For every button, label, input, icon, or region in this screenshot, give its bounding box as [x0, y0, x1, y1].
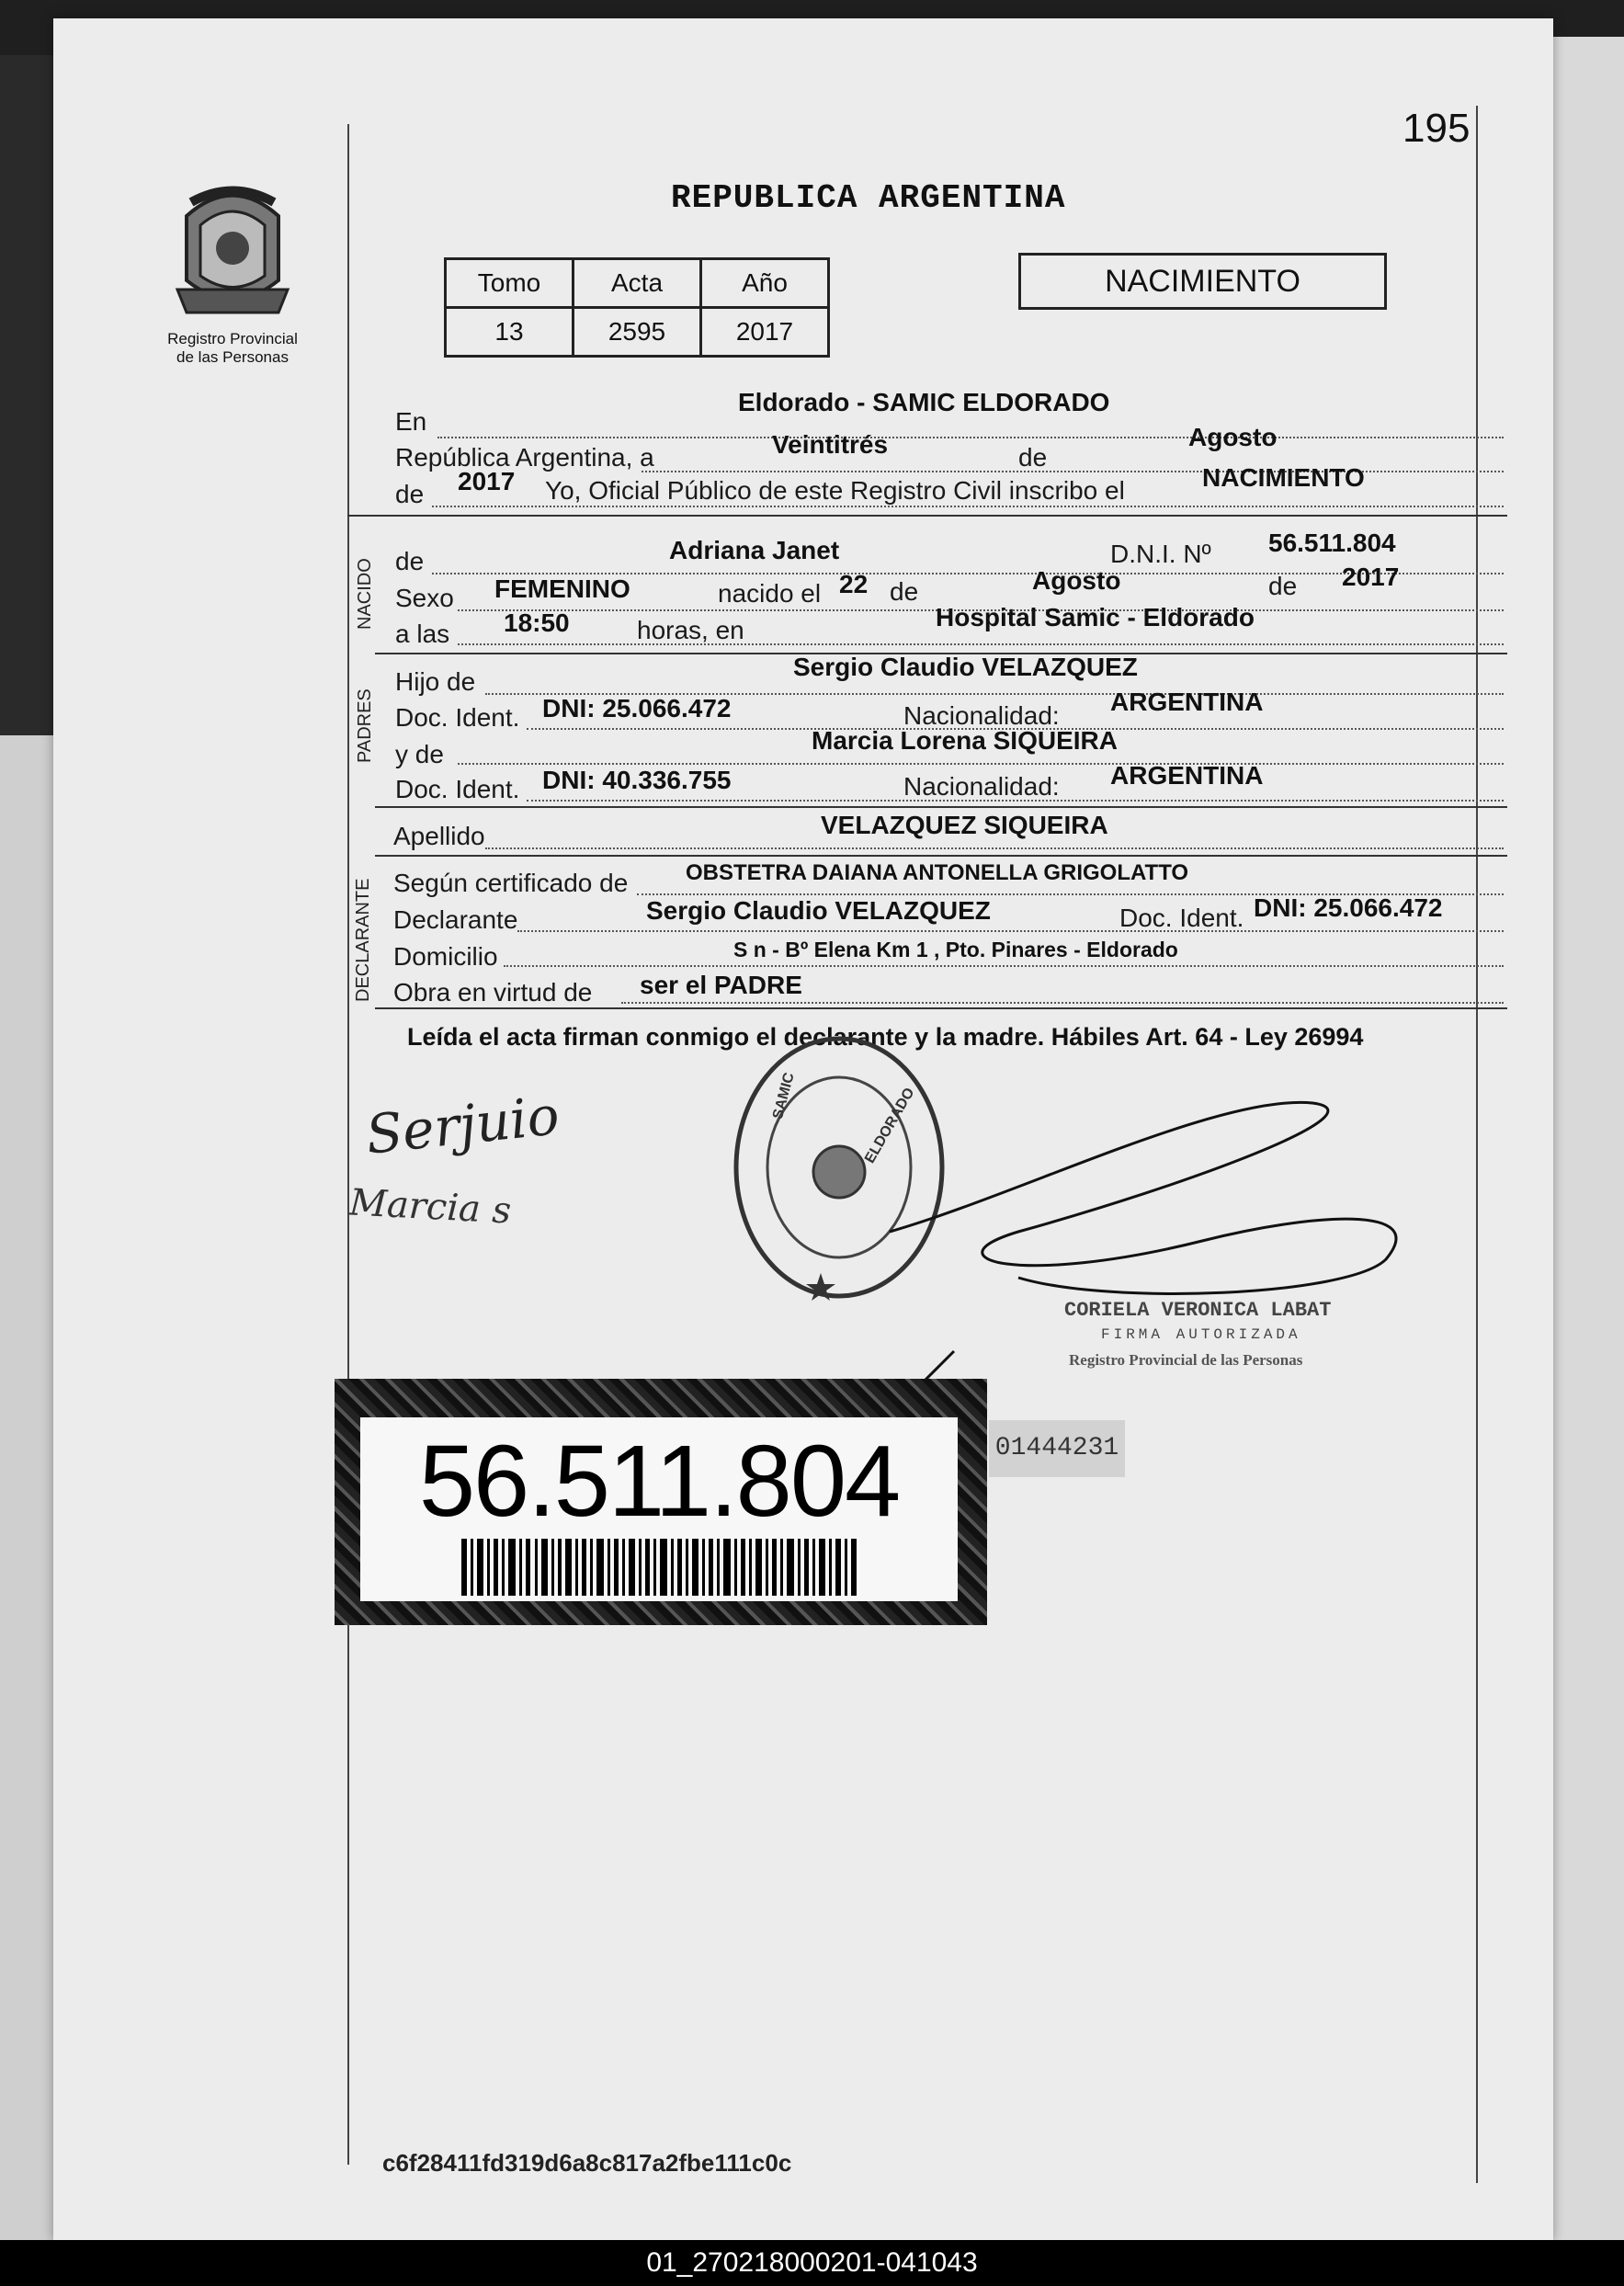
dni-label: D.N.I. Nº	[1110, 540, 1211, 568]
table-value-ano: 2017	[701, 308, 829, 357]
logo-caption-2: de las Personas	[176, 348, 289, 366]
year-prefix-label: de	[395, 480, 425, 508]
coat-of-arms-icon	[168, 179, 297, 322]
authority-role: FIRMA AUTORIZADA	[1101, 1326, 1301, 1343]
father-dni-value: DNI: 25.066.472	[542, 694, 732, 722]
birth-year-value: 2017	[1342, 563, 1400, 591]
closing-text: Leída el acta firman conmigo el declarante y la madre. Hábiles Art. 64 - Ley 26994	[407, 1023, 1364, 1051]
left-margin-line	[347, 124, 349, 2165]
table-value-tomo: 13	[446, 308, 574, 357]
day-value: Veintitrés	[772, 430, 889, 459]
barcode-number: 56.511.804	[418, 1425, 900, 1538]
sexo-value: FEMENINO	[494, 574, 630, 603]
decl-doc-label: Doc. Ident.	[1119, 904, 1244, 932]
de-label: de	[1018, 443, 1048, 472]
authority-signature	[835, 1075, 1478, 1425]
decl-dni-value: DNI: 25.066.472	[1254, 893, 1443, 922]
a-las-label: a las	[395, 620, 450, 648]
de-name-label: de	[395, 547, 425, 575]
mother-dni-value: DNI: 40.336.755	[542, 766, 732, 794]
obra-value: ser el PADRE	[640, 971, 802, 999]
month-value: Agosto	[1188, 423, 1278, 451]
document-page	[53, 18, 1553, 2241]
doc-ident-label-2: Doc. Ident.	[395, 775, 520, 803]
oficial-text: Yo, Oficial Público de este Registro Civil inscribo el	[545, 476, 1125, 505]
domicilio-value: S n - Bº Elena Km 1 , Pto. Pinares - Eldorado	[733, 938, 1178, 961]
child-dni-value: 56.511.804	[1268, 529, 1396, 557]
table-value-acta: 2595	[574, 308, 701, 357]
en-label: En	[395, 407, 427, 436]
birth-month-value: Agosto	[1032, 566, 1121, 595]
obra-label: Obra en virtud de	[393, 978, 593, 1007]
domicilio-label: Domicilio	[393, 942, 498, 971]
apellido-value: VELAZQUEZ SIQUEIRA	[821, 811, 1108, 839]
horas-label: horas, en	[637, 616, 744, 644]
signature-mother: Marcia s	[347, 1181, 513, 1233]
barcode-icon	[461, 1539, 857, 1596]
authority-office: Registro Provincial de las Personas	[1069, 1351, 1303, 1369]
table-header-ano: Año	[701, 259, 829, 308]
de3-label: de	[1268, 572, 1298, 600]
apellido-label: Apellido	[393, 822, 485, 850]
stamp-inner-text-1: SAMIC	[770, 1071, 798, 1121]
document-title: REPUBLICA ARGENTINA	[671, 179, 1066, 217]
nacionalidad-label-2: Nacionalidad:	[903, 772, 1060, 801]
child-name-value: Adriana Janet	[669, 536, 840, 564]
time-value: 18:50	[504, 608, 570, 637]
declarante-value: Sergio Claudio VELAZQUEZ	[646, 896, 991, 925]
security-label	[335, 1379, 987, 1625]
reference-table	[444, 257, 830, 358]
hijo-label: Hijo de	[395, 667, 476, 696]
section-nacido: NACIDO	[355, 558, 375, 630]
de2-label: de	[890, 577, 919, 606]
barcode-panel	[360, 1417, 958, 1601]
background-left	[0, 735, 55, 2243]
table-header-acta: Acta	[574, 259, 701, 308]
background-right-page	[1553, 37, 1624, 2243]
province-logo	[159, 179, 306, 367]
declarante-label: Declarante	[393, 905, 518, 934]
nacido-el-label: nacido el	[718, 579, 822, 608]
section-padres: PADRES	[355, 688, 375, 763]
segun-value: OBSTETRA DAIANA ANTONELLA GRIGOLATTO	[686, 860, 1189, 885]
mother-name-value: Marcia Lorena SIQUEIRA	[812, 726, 1118, 755]
place-registry-value: Eldorado - SAMIC ELDORADO	[738, 388, 1110, 416]
doc-ident-label: Doc. Ident.	[395, 703, 520, 732]
sexo-label: Sexo	[395, 584, 454, 612]
father-nat-value: ARGENTINA	[1110, 688, 1264, 716]
place-value: Hospital Samic - Eldorado	[936, 603, 1255, 631]
stamp-inner-text-2: ELDORADO	[862, 1085, 918, 1166]
nacionalidad-label: Nacionalidad:	[903, 701, 1060, 730]
birth-day-value: 22	[839, 570, 869, 598]
logo-caption-1: Registro Provincial	[167, 330, 298, 347]
serial-stamp: 01444231	[989, 1420, 1125, 1477]
footer-filename: 01_270218000201-041043	[646, 2247, 978, 2278]
signature-father: Serjuio	[363, 1084, 562, 1166]
republica-label: República Argentina, a	[395, 443, 654, 472]
mother-nat-value: ARGENTINA	[1110, 761, 1264, 790]
document-hash: c6f28411fd319d6a8c817a2fbe111c0c	[382, 2149, 792, 2177]
authority-name: CORIELA VERONICA LABAT	[1064, 1299, 1332, 1322]
section-declarante: DECLARANTE	[353, 878, 373, 1002]
table-header-tomo: Tomo	[446, 259, 574, 308]
segun-label: Según certificado de	[393, 869, 629, 897]
page-number: 195	[1403, 106, 1471, 151]
event-value: NACIMIENTO	[1202, 463, 1365, 492]
father-name-value: Sergio Claudio VELAZQUEZ	[793, 653, 1138, 681]
document-type-box: NACIMIENTO	[1018, 253, 1387, 310]
y-de-label: y de	[395, 740, 444, 768]
year-value: 2017	[458, 467, 516, 495]
